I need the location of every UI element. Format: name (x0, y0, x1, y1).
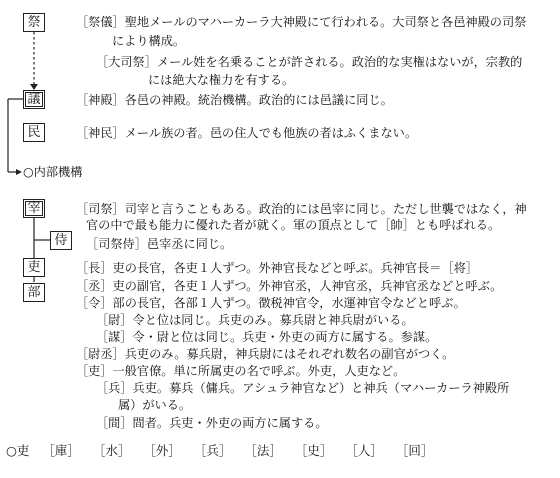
text-ijo: ［尉丞］兵吏のみ。募兵尉，神兵尉にはそれぞれ数名の副官がつく。 (76, 347, 455, 361)
box-sai2: 宰 (23, 199, 45, 218)
text-saigi-cont: により構成。 (112, 34, 186, 48)
text-hei: ［兵］兵吏。募兵（傭兵。アシュラ神官など）と神兵（マハーカーラ神殿所 (96, 381, 510, 395)
text-shisai-cont: 官の中で最も能力に優れた者が就く。軍の頂点として［帥］とも呼ばれる。 (86, 218, 501, 232)
text-saigi: ［祭儀］聖地メールのマハーカーラ大神殿にて行われる。大司祭と各邑神殿の司祭 (76, 15, 527, 29)
footer-item: ［史］ (294, 443, 333, 458)
text-daishisai-cont: には絶大な権力を有する。 (148, 73, 295, 87)
box-ji: 侍 (50, 231, 72, 250)
text-jo: ［丞］吏の副官，各吏１人ずつ。外神官丞，人神官丞，兵神官丞などと呼ぶ。 (76, 279, 503, 293)
box-gi: 議 (23, 90, 45, 109)
box-min: 民 (23, 123, 45, 142)
text-shisaiji: ［司祭侍］邑宰丞に同じ。 (86, 237, 233, 251)
text-kan: ［間］間者。兵吏・外吏の両方に属する。 (96, 416, 328, 430)
text-i: ［尉］令と位は同じ。兵吏のみ。募兵尉と神兵尉がいる。 (96, 313, 414, 327)
box-sai: 祭 (23, 13, 45, 32)
footer-line (6, 443, 442, 459)
footer-item: ［人］ (345, 443, 383, 458)
footer-lead: ○吏 (6, 443, 30, 458)
footer-item: ［庫］ (42, 443, 80, 458)
footer-item: ［水］ (92, 443, 131, 458)
text-shinden: ［神殿］各邑の神殿。統治機構。政治的には邑議に同じ。 (76, 93, 393, 107)
text-cho: ［長］吏の長官，各吏１人ずつ。外神官長などと呼ぶ。兵神官長＝［将］ (76, 261, 478, 275)
text-rei: ［令］部の長官，各部１人ずつ。徴税神官令，水運神官令などと呼ぶ。 (76, 296, 466, 310)
box-bu: 部 (23, 283, 45, 302)
footer-item: ［法］ (244, 443, 282, 458)
text-bo: ［謀］令・尉と位は同じ。兵吏・外吏の両方に属する。参謀。 (96, 330, 438, 344)
text-daishisai: ［大司祭］メール姓を名乗ることが許される。政治的な実権はないが，宗教的 (96, 55, 523, 69)
footer-item: ［回］ (395, 443, 434, 458)
heading-internal: ○内部機構 (23, 165, 83, 179)
footer-item: ［外］ (143, 443, 181, 458)
text-shisai: ［司祭］司宰と言うこともある。政治的には邑宰に同じ。ただし世襲ではなく，神 (76, 202, 527, 216)
text-ri: ［吏］一般官僚。単に所属吏の名で呼ぶ。外吏，人吏など。 (76, 364, 406, 378)
footer-item: ［兵］ (193, 443, 232, 458)
box-ri: 吏 (23, 258, 45, 277)
text-hei-cont: 属）がいる。 (118, 398, 192, 412)
arrowhead-right (16, 169, 22, 175)
text-shinmin: ［神民］メール族の者。邑の住人でも他族の者はふくまない。 (76, 126, 418, 140)
